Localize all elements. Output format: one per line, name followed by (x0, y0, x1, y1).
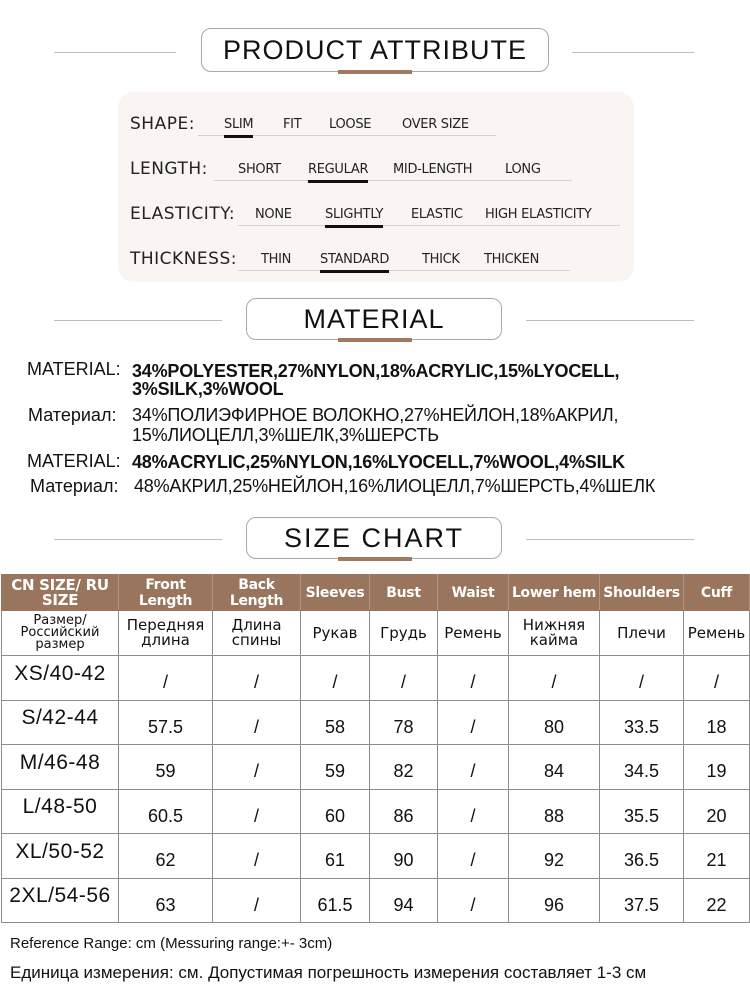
material-value-line: 15%ЛИОЦЕЛЛ,3%ШЕЛК,3%ШЕРСТЬ (132, 425, 439, 445)
table-cell: / (213, 745, 301, 790)
table-row (2, 745, 750, 790)
table-cell: 63 (119, 878, 213, 923)
table-cell: 90 (370, 834, 438, 879)
material-value-line: 34%ПОЛИЭФИРНОЕ ВОЛОКНО,27%НЕЙЛОН,18%АКРИЛ, (132, 405, 619, 425)
attribute-rule (238, 270, 570, 271)
attribute-option: MID-LENGTH (393, 162, 473, 177)
size-cell: XL/50-52 (2, 834, 119, 879)
column-header-ru: Нижняя кайма (509, 611, 600, 656)
section-header-product-attribute (0, 28, 750, 78)
attribute-label: THICKNESS: (130, 249, 237, 269)
column-header: Cuff (684, 575, 750, 611)
table-cell: / (213, 789, 301, 834)
material-value-line: 48%ACRYLIC,25%NYLON,16%LYOCELL,7%WOOL,4%SILK (132, 452, 625, 472)
reference-note-en: Reference Range: cm (Messuring range:+- 3cm) (10, 935, 333, 952)
table-cell: 60 (301, 789, 370, 834)
table-cell: / (438, 745, 509, 790)
divider-right (572, 52, 694, 53)
divider-left (54, 52, 176, 53)
table-cell: 62 (119, 834, 213, 879)
column-header-ru: Длина спины (213, 611, 301, 656)
column-header: Waist (438, 575, 509, 611)
material-value-line: 48%АКРИЛ,25%НЕЙЛОН,16%ЛИОЦЕЛЛ,7%ШЕРСТЬ,4%ШЕЛК (134, 476, 656, 496)
material-label: MATERIAL: (27, 451, 121, 471)
reference-note-ru: Единица измерения: см. Допустимая погрешность измерения составляет 1-3 см (10, 963, 647, 982)
section-title: PRODUCT ATTRIBUTE (201, 28, 549, 72)
table-cell: 36.5 (600, 834, 684, 879)
table-cell: 60.5 (119, 789, 213, 834)
table-cell: / (213, 700, 301, 745)
attribute-option: SHORT (238, 162, 281, 177)
size-cell: 2XL/54-56 (2, 878, 119, 923)
column-header-ru: Ремень (438, 611, 509, 656)
attribute-rule (214, 180, 572, 181)
column-header: CN SIZE/ RU SIZE (2, 575, 119, 611)
material-value-line: 34%POLYESTER,27%NYLON,18%ACRYLIC,15%LYOCELL, (132, 361, 620, 381)
table-cell: 58 (301, 700, 370, 745)
column-header-ru: Передняя длина (119, 611, 213, 656)
column-header: Sleeves (301, 575, 370, 611)
table-cell: 19 (684, 745, 750, 790)
table-cell: / (600, 656, 684, 701)
table-cell: / (438, 656, 509, 701)
table-cell: 84 (509, 745, 600, 790)
attribute-option-selected: SLIGHTLY (325, 207, 384, 222)
attribute-option: ELASTIC (411, 207, 463, 222)
attribute-option-selected: SLIM (224, 117, 254, 132)
attribute-rule (238, 225, 620, 226)
table-cell: 61 (301, 834, 370, 879)
column-header-ru: Рукав (301, 611, 370, 656)
table-cell: 88 (509, 789, 600, 834)
divider-right (526, 539, 694, 540)
table-cell: 82 (370, 745, 438, 790)
table-cell: 34.5 (600, 745, 684, 790)
table-cell: 80 (509, 700, 600, 745)
table-cell: / (213, 834, 301, 879)
material-label: MATERIAL: (27, 359, 121, 379)
material-label: Материал: (28, 405, 117, 425)
table-cell: 96 (509, 878, 600, 923)
table-cell: / (438, 700, 509, 745)
section-header-material (0, 298, 750, 348)
table-cell: / (438, 878, 509, 923)
attribute-label: LENGTH: (130, 159, 208, 179)
table-cell: / (438, 789, 509, 834)
attribute-option: THICK (422, 252, 460, 267)
table-cell: 78 (370, 700, 438, 745)
table-cell: 22 (684, 878, 750, 923)
attribute-option: NONE (255, 207, 292, 222)
table-cell: 35.5 (600, 789, 684, 834)
size-cell: M/46-48 (2, 745, 119, 790)
attribute-label: ELASTICITY: (130, 204, 236, 224)
table-row (2, 656, 750, 701)
column-header: Front Length (119, 575, 213, 611)
section-title: SIZE CHART (246, 517, 502, 559)
attribute-option: LOOSE (329, 117, 372, 132)
attribute-option: HIGH ELASTICITY (485, 207, 592, 222)
attribute-option-selected: STANDARD (320, 252, 390, 267)
attribute-row-elasticity (130, 196, 630, 226)
attribute-option: THICKEN (484, 252, 539, 267)
table-row (2, 789, 750, 834)
attribute-option-selected: REGULAR (308, 162, 369, 177)
table-cell: / (119, 656, 213, 701)
table-cell: 20 (684, 789, 750, 834)
attribute-row-length (130, 151, 600, 181)
table-row (2, 878, 750, 923)
attribute-option: OVER SIZE (402, 117, 469, 132)
table-cell: 18 (684, 700, 750, 745)
attribute-option: FIT (283, 117, 302, 132)
table-row (2, 700, 750, 745)
table-cell: 59 (119, 745, 213, 790)
column-header: Back Length (213, 575, 301, 611)
table-cell: / (213, 878, 301, 923)
column-header-ru: Грудь (370, 611, 438, 656)
attribute-row-thickness (130, 241, 580, 271)
column-header: Lower hem (509, 575, 600, 611)
column-header-ru: Плечи (600, 611, 684, 656)
attribute-option: THIN (261, 252, 292, 267)
table-cell: / (301, 656, 370, 701)
accent-bar (338, 557, 412, 561)
size-cell: S/42-44 (2, 700, 119, 745)
column-header-ru: Ремень (684, 611, 750, 656)
attribute-option: LONG (505, 162, 541, 177)
table-cell: 61.5 (301, 878, 370, 923)
table-cell: / (438, 834, 509, 879)
accent-bar (338, 70, 412, 74)
table-row (2, 834, 750, 879)
table-cell: 33.5 (600, 700, 684, 745)
table-cell: 94 (370, 878, 438, 923)
table-cell: 92 (509, 834, 600, 879)
section-header-size-chart (0, 517, 750, 567)
table-cell: / (370, 656, 438, 701)
section-title: MATERIAL (246, 298, 502, 340)
table-cell: 59 (301, 745, 370, 790)
column-header: Bust (370, 575, 438, 611)
material-label: Материал: (30, 476, 119, 496)
size-table (1, 574, 750, 923)
column-header: Shoulders (600, 575, 684, 611)
accent-bar (338, 338, 412, 342)
table-cell: 21 (684, 834, 750, 879)
material-value-line: 3%SILK,3%WOOL (132, 379, 284, 399)
divider-right (526, 320, 694, 321)
table-header-row-ru (2, 611, 750, 656)
table-cell: 37.5 (600, 878, 684, 923)
divider-left (54, 539, 222, 540)
size-cell: L/48-50 (2, 789, 119, 834)
attribute-label: SHAPE: (130, 114, 195, 134)
table-cell: 57.5 (119, 700, 213, 745)
table-cell: / (684, 656, 750, 701)
table-header-row-en (2, 575, 750, 611)
table-cell: / (509, 656, 600, 701)
divider-left (54, 320, 222, 321)
table-cell: / (213, 656, 301, 701)
attribute-row-shape (130, 106, 500, 136)
size-cell: XS/40-42 (2, 656, 119, 701)
table-cell: 86 (370, 789, 438, 834)
column-header-ru: Размер/ Российский размер (2, 611, 119, 656)
